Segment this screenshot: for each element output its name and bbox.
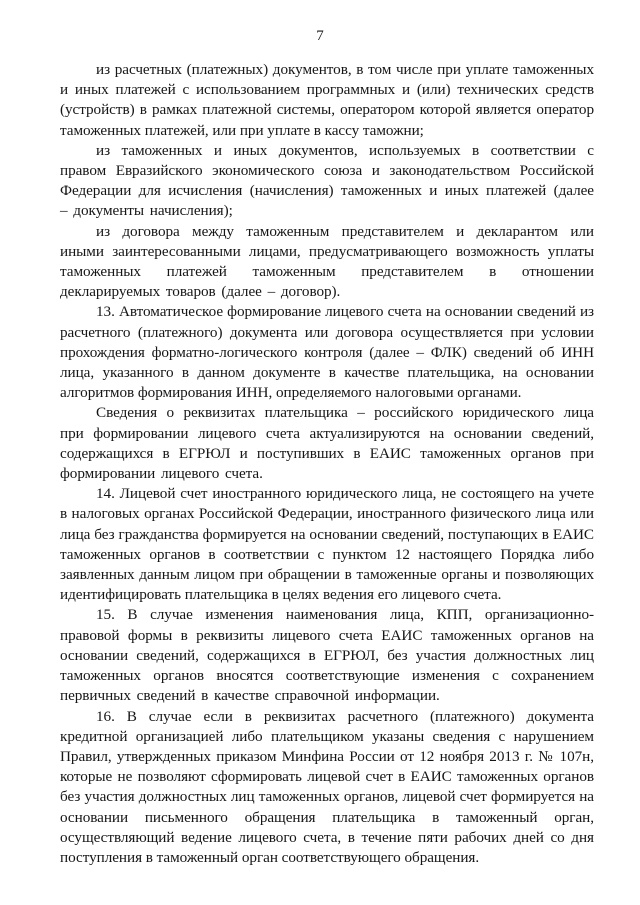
paragraph-item-14: 14. Лицевой счет иностранного юридического лица, не состоящего на учете в налоговых органах Российской Федерации, иностранного физического лица или лица без гражданства формируется на основании сведений, поступающих в ЕАИС таможенных органов в соответствии с пунктом 12 настоящего Порядка либо заявленных данным лицом при обращении в таможенные органы и позволяющих идентифицировать плательщика в целях ведения его лицевого счета. bbox=[60, 485, 594, 604]
page-number: 7 bbox=[316, 28, 324, 44]
paragraph-payment-documents: из расчетных (платежных) документов, в том числе при уплате таможенных и иных платежей с использованием программных и (или) технических средств (устройств) в рамках платежной системы, оператором которой является оператор таможенных платежей, или при уплате в кассу таможни; bbox=[60, 61, 594, 139]
paragraph-item-16: 16. В случае если в реквизитах расчетного (платежного) документа кредитной организацией либо плательщиком указаны сведения с нарушением Правил, утвержденных приказом Минфина России от 12 ноября 2013 г. № 107н, которые не позволяют сформировать лицевой счет в ЕАИС таможенных органов без участия должностных лиц таможенных органов, лицевой счет формируется на основании письменного обращения плательщика в таможенный орган, осуществляющий ведение лицевого счета, в течение пяти рабочих дней со дня поступления в таможенный орган соответствующего обращения. bbox=[60, 707, 594, 866]
paragraph-item-13: 13. Автоматическое формирование лицевого счета на основании сведений из расчетного (платежного) документа или договора осуществляется при условии прохождения форматно-логического контроля (далее – ФЛК) сведений об ИНН лица, указанного в данном документе в качестве плательщика, на основании алгоритмов формирования ИНН, определяемого налоговыми органами. bbox=[60, 303, 594, 402]
paragraph-item-15: 15. В случае изменения наименования лица, КПП, организационно-правовой формы в реквизиты лицевого счета ЕАИС таможенных органов на основании сведений, содержащихся в ЕГРЮЛ, без участия должностных лиц таможенных органов вносятся соответствующие изменения с сохранением первичных сведений в качестве справочной информации. bbox=[60, 606, 594, 705]
document-body bbox=[60, 60, 594, 868]
paragraph-contract: из договора между таможенным представителем и декларантом или иными заинтересованными лицами, предусматривающего возможность уплаты таможенных платежей таможенным представителем в отношении декларируемых товаров (далее – договор). bbox=[60, 222, 594, 301]
paragraph-customs-documents: из таможенных и иных документов, используемых в соответствии с правом Евразийского экономического союза и законодательством Российской Федерации для исчисления (начисления) таможенных и иных платежей (далее – документы начисления); bbox=[60, 141, 594, 220]
paragraph-payer-details: Сведения о реквизитах плательщика – российского юридического лица при формировании лицевого счета актуализируются на основании сведений, содержащихся в ЕГРЮЛ и поступивших в ЕАИС таможенных органов при формировании лицевого счета. bbox=[60, 404, 594, 483]
